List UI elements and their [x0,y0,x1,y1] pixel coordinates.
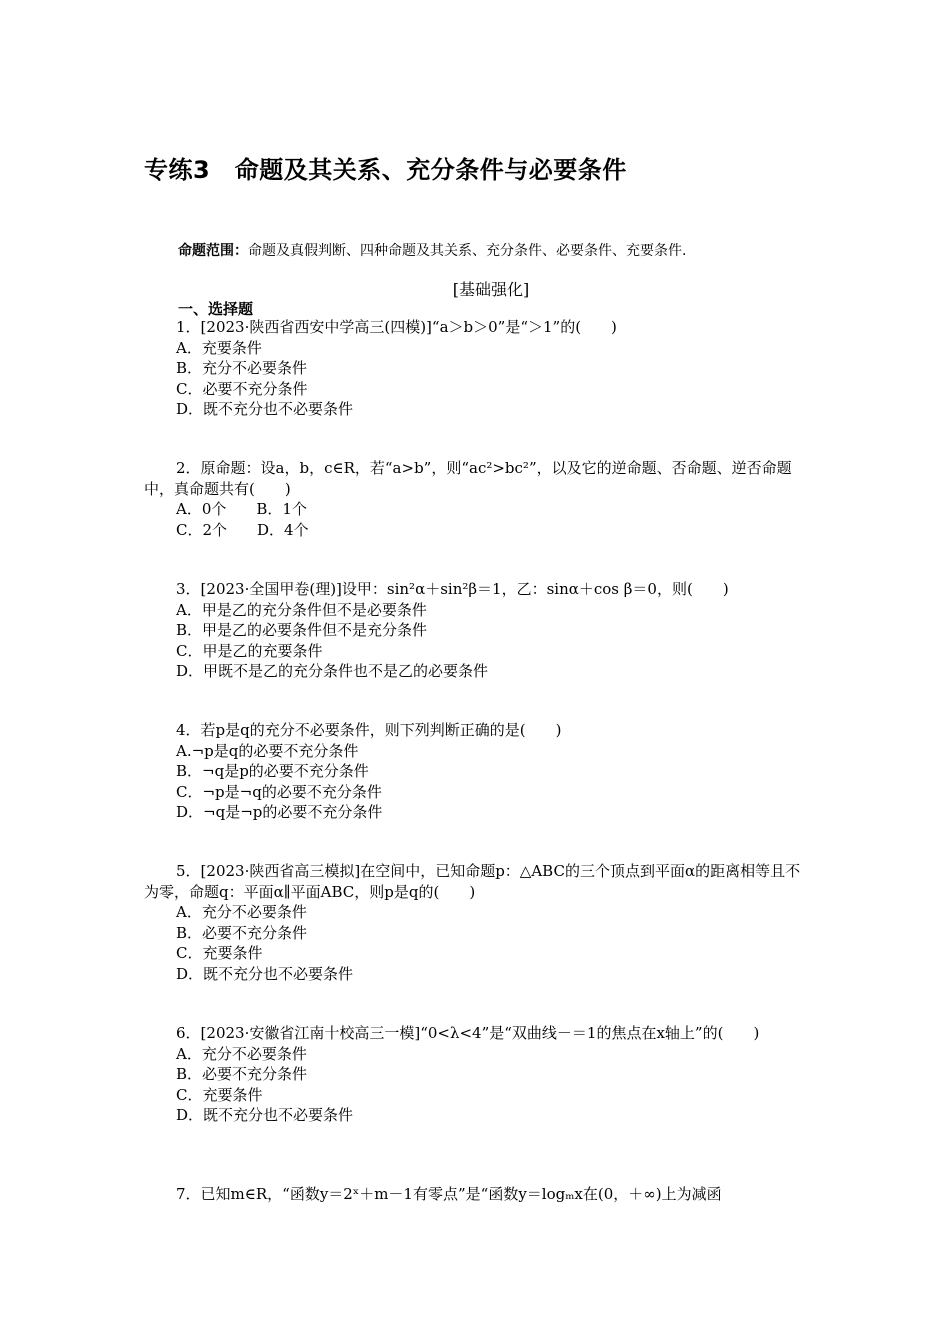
question-stem: 3．[2023·全国甲卷(理)]设甲：sin²α＋sin²β＝1，乙：sinα＋cos β＝0，则( ) [176,580,729,598]
option-a: A．充要条件 [176,338,262,357]
option-a: A．甲是乙的充分条件但不是必要条件 [176,600,427,619]
option-a: A.¬p是q的必要不充分条件 [176,741,359,760]
section-heading: 一、选择题 [178,300,254,318]
question-stem: 6．[2023·安徽省江南十校高三一模]“0<λ<4”是“双曲线－＝1的焦点在x轴上”的( ) [176,1024,760,1042]
option-a: A．充分不必要条件 [176,1044,307,1063]
option-row-cd: C．2个 D．4个 [176,520,309,539]
option-d: D．¬q是¬p的必要不充分条件 [176,803,383,821]
page-title: 专练3 命题及其关系、充分条件与必要条件 [144,156,627,184]
section-label-text: [基础强化] [452,280,530,299]
option-c: C．甲是乙的充要条件 [176,641,323,660]
question-stem: 2．原命题：设a，b，c∈R，若“a>b”，则“ac²>bc²”，以及它的逆命题、否命题、逆否命题中，真命题共有( ) [144,459,792,498]
option-c: C．¬p是¬q的必要不充分条件 [176,782,382,801]
option-b: B．必要不充分条件 [176,1065,308,1083]
question-1 [144,317,808,420]
scope-text: 命题及真假判断、四种命题及其关系、充分条件、必要条件、充要条件. [248,243,687,259]
question-3 [144,579,808,682]
question-stem: 5．[2023·陕西省高三模拟]在空间中，已知命题p：△ABC的三个顶点到平面α的距离相等且不为零，命题q：平面α∥平面ABC，则p是q的( ) [144,862,801,901]
question-stem: 4．若p是q的充分不必要条件，则下列判断正确的是( ) [176,721,562,739]
option-d: D．既不充分也不必要条件 [176,1106,354,1124]
section-label [0,277,950,300]
option-d: D．甲既不是乙的充分条件也不是乙的必要条件 [176,662,489,680]
question-6 [144,1023,808,1126]
option-c: C．充要条件 [176,1085,263,1104]
option-b: B．充分不必要条件 [176,359,308,377]
question-7 [144,1184,808,1205]
option-d: D．既不充分也不必要条件 [176,964,354,983]
option-d: D．既不充分也不必要条件 [176,400,354,418]
question-5 [144,861,808,984]
scope-line [178,240,686,260]
question-2 [144,458,808,540]
option-b: B．¬q是p的必要不充分条件 [176,762,369,780]
option-b: B．必要不充分条件 [176,923,308,942]
option-c: C．必要不充分条件 [176,379,308,398]
option-row-ab: A．0个 B．1个 [176,500,307,518]
question-4 [144,720,808,823]
option-b: B．甲是乙的必要条件但不是充分条件 [176,621,428,639]
scope-label: 命题范围： [178,243,248,259]
question-stem: 7．已知m∈R，“函数y＝2ˣ＋m－1有零点”是“函数y＝logₘx在(0，＋∞)上为减函 [176,1185,722,1203]
option-a: A．充分不必要条件 [176,903,307,921]
option-c: C．充要条件 [176,944,263,962]
question-stem: 1．[2023·陕西省西安中学高三(四模)]“a＞b＞0”是“＞1”的( ) [176,318,617,336]
